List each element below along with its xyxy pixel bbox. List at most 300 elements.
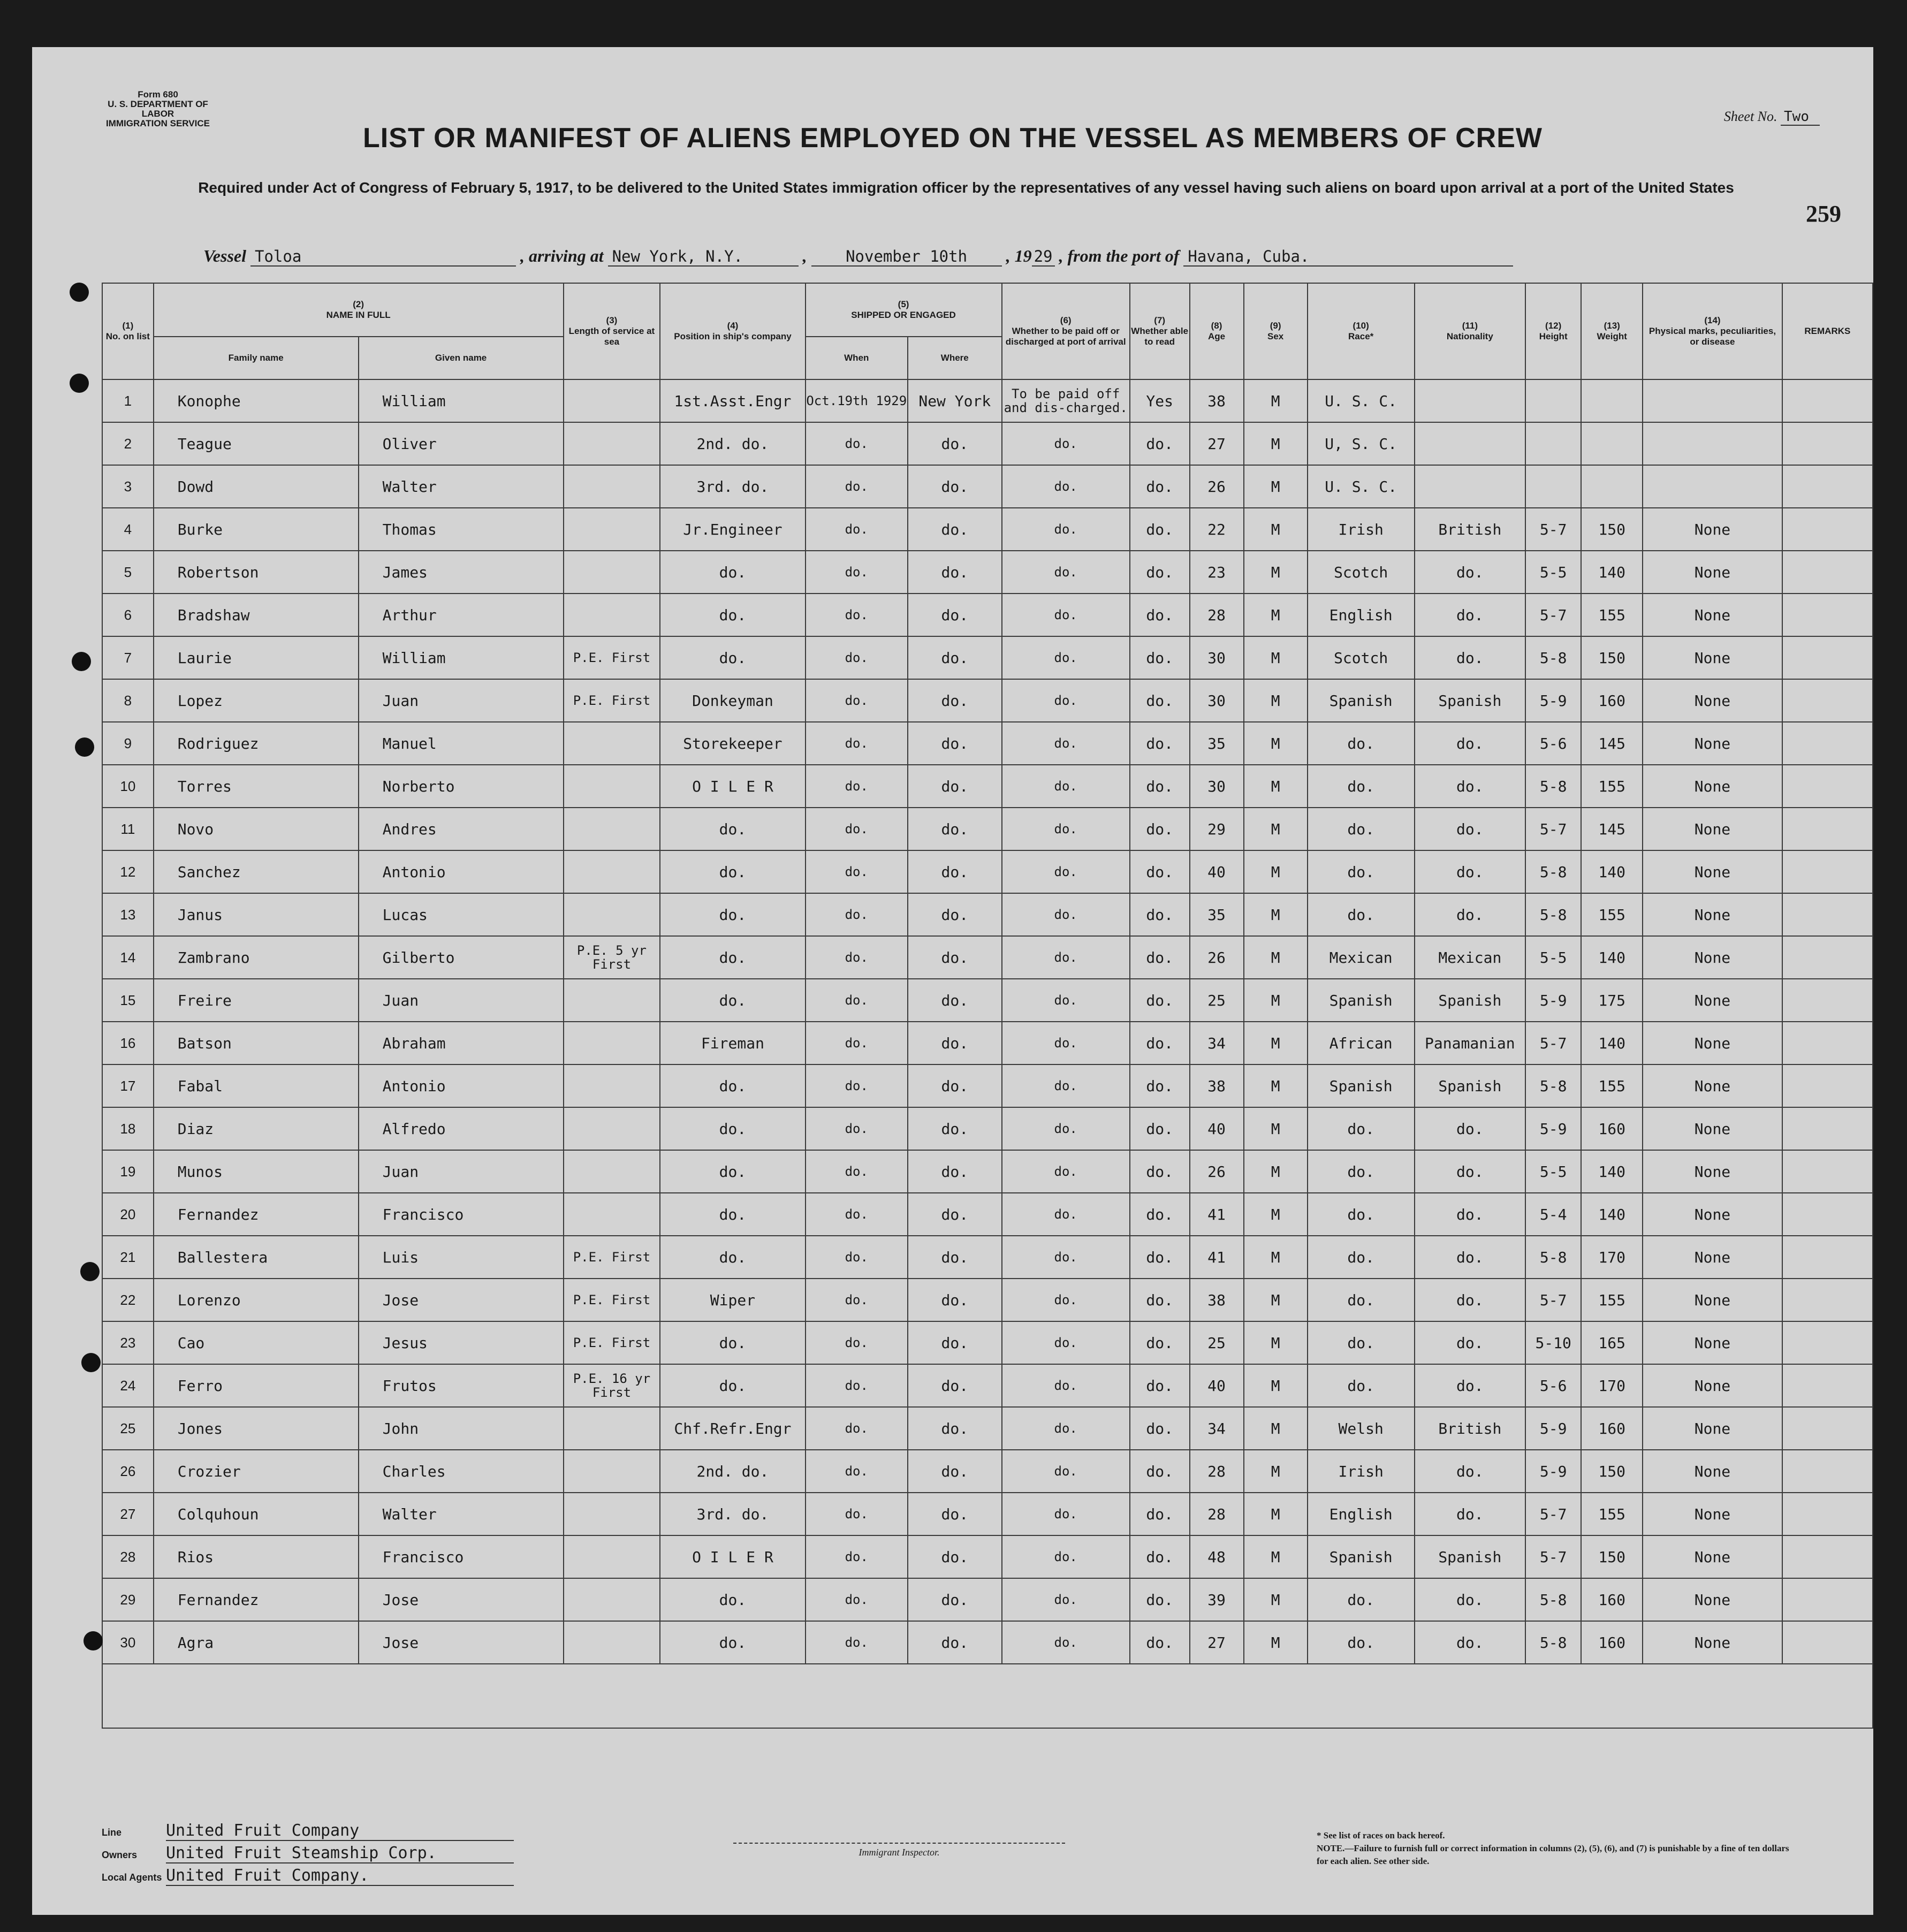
able-to-read: do.	[1130, 1022, 1190, 1064]
page-title: LIST OR MANIFEST OF ALIENS EMPLOYED ON THE VESSEL AS MEMBERS OF CREW	[363, 123, 1543, 154]
nationality: Spanish	[1415, 1535, 1525, 1578]
table-row	[102, 936, 1873, 979]
sex: M	[1244, 508, 1308, 551]
service-length: P.E. First	[564, 679, 660, 722]
position: do.	[660, 551, 805, 594]
given-name: Jesus	[359, 1321, 564, 1364]
nationality: do.	[1415, 1621, 1525, 1664]
given-name: Jose	[359, 1279, 564, 1321]
weight: 155	[1581, 765, 1643, 808]
age: 40	[1190, 1364, 1244, 1407]
footer-line: Line United Fruit Company	[102, 1821, 514, 1841]
able-to-read: do.	[1130, 1107, 1190, 1150]
service-length	[564, 1450, 660, 1493]
nationality	[1415, 465, 1525, 508]
sex: M	[1244, 979, 1308, 1022]
paid-off: do.	[1002, 508, 1130, 551]
shipped-when: do.	[806, 1321, 908, 1364]
physical-marks: None	[1643, 1022, 1782, 1064]
able-to-read: do.	[1130, 1364, 1190, 1407]
nationality: do.	[1415, 1193, 1525, 1236]
row-number: 2	[102, 422, 154, 465]
weight: 160	[1581, 1107, 1643, 1150]
year-suffix: 29	[1032, 247, 1055, 267]
able-to-read: do.	[1130, 1450, 1190, 1493]
footer-agents: Local Agents United Fruit Company.	[102, 1866, 514, 1886]
paid-off: do.	[1002, 679, 1130, 722]
able-to-read: do.	[1130, 1321, 1190, 1364]
sex: M	[1244, 1193, 1308, 1236]
shipped-where: do.	[908, 1150, 1002, 1193]
shipped-when: do.	[806, 1407, 908, 1450]
paid-off: do.	[1002, 465, 1130, 508]
row-number: 11	[102, 808, 154, 850]
col-marks: (14) Physical marks, peculiarities, or disease	[1643, 283, 1782, 379]
table-body	[102, 379, 1873, 1664]
given-name: Luis	[359, 1236, 564, 1279]
arriving-label: , arriving at	[520, 246, 604, 265]
race: Spanish	[1308, 1535, 1415, 1578]
form-service: IMMIGRATION SERVICE	[106, 118, 210, 128]
table-row	[102, 808, 1873, 850]
weight: 160	[1581, 679, 1643, 722]
position: Jr.Engineer	[660, 508, 805, 551]
given-name: Antonio	[359, 850, 564, 893]
remarks	[1782, 722, 1873, 765]
family-name: Agra	[154, 1621, 359, 1664]
nationality: Spanish	[1415, 679, 1525, 722]
paid-off: do.	[1002, 1150, 1130, 1193]
nationality: British	[1415, 508, 1525, 551]
sex: M	[1244, 1107, 1308, 1150]
shipped-when: do.	[806, 594, 908, 636]
sex: M	[1244, 936, 1308, 979]
able-to-read: Yes	[1130, 379, 1190, 422]
shipped-when: do.	[806, 679, 908, 722]
able-to-read: do.	[1130, 1621, 1190, 1664]
shipped-where: do.	[908, 465, 1002, 508]
shipped-when: do.	[806, 979, 908, 1022]
weight: 155	[1581, 1279, 1643, 1321]
height: 5-7	[1525, 1535, 1581, 1578]
footer-notes	[1317, 1829, 1798, 1868]
punch-hole	[72, 652, 91, 671]
paid-off: do.	[1002, 1193, 1130, 1236]
age: 38	[1190, 379, 1244, 422]
able-to-read: do.	[1130, 1578, 1190, 1621]
height: 5-7	[1525, 1279, 1581, 1321]
height	[1525, 465, 1581, 508]
shipped-where: do.	[908, 808, 1002, 850]
age: 38	[1190, 1279, 1244, 1321]
position: O I L E R	[660, 1535, 805, 1578]
row-number: 30	[102, 1621, 154, 1664]
position: do.	[660, 594, 805, 636]
shipped-where: do.	[908, 1022, 1002, 1064]
height: 5-5	[1525, 551, 1581, 594]
shipped-when: do.	[806, 465, 908, 508]
race: English	[1308, 1493, 1415, 1535]
sex: M	[1244, 808, 1308, 850]
punch-hole	[83, 1631, 103, 1650]
shipped-where: do.	[908, 1535, 1002, 1578]
age: 40	[1190, 1107, 1244, 1150]
height: 5-7	[1525, 594, 1581, 636]
weight: 155	[1581, 594, 1643, 636]
remarks	[1782, 1236, 1873, 1279]
row-number: 9	[102, 722, 154, 765]
shipped-where: do.	[908, 551, 1002, 594]
shipped-when: do.	[806, 1150, 908, 1193]
table-row	[102, 1064, 1873, 1107]
weight	[1581, 422, 1643, 465]
family-name: Teague	[154, 422, 359, 465]
race: Mexican	[1308, 936, 1415, 979]
given-name: Lucas	[359, 893, 564, 936]
shipped-when: do.	[806, 1535, 908, 1578]
position: Fireman	[660, 1022, 805, 1064]
race: U. S. C.	[1308, 465, 1415, 508]
form-department: U. S. DEPARTMENT OF LABOR	[108, 99, 208, 119]
table-row	[102, 636, 1873, 679]
height: 5-8	[1525, 1064, 1581, 1107]
paid-off: do.	[1002, 765, 1130, 808]
physical-marks: None	[1643, 765, 1782, 808]
family-name: Crozier	[154, 1450, 359, 1493]
remarks	[1782, 1279, 1873, 1321]
shipped-where: New York	[908, 379, 1002, 422]
age: 34	[1190, 1407, 1244, 1450]
given-name: Jose	[359, 1621, 564, 1664]
race-note: * See list of races on back hereof.	[1317, 1830, 1445, 1840]
sex: M	[1244, 1064, 1308, 1107]
physical-marks: None	[1643, 936, 1782, 979]
position: O I L E R	[660, 765, 805, 808]
family-name: Zambrano	[154, 936, 359, 979]
given-name: William	[359, 636, 564, 679]
physical-marks: None	[1643, 1364, 1782, 1407]
weight: 140	[1581, 1150, 1643, 1193]
weight: 150	[1581, 636, 1643, 679]
family-name: Ferro	[154, 1364, 359, 1407]
paid-off: do.	[1002, 1236, 1130, 1279]
service-length	[564, 465, 660, 508]
given-name: Walter	[359, 465, 564, 508]
position: Storekeeper	[660, 722, 805, 765]
table-row	[102, 379, 1873, 422]
given-name: Jose	[359, 1578, 564, 1621]
shipped-where: do.	[908, 1364, 1002, 1407]
position: 2nd. do.	[660, 422, 805, 465]
service-length	[564, 1578, 660, 1621]
age: 26	[1190, 1150, 1244, 1193]
family-name: Fernandez	[154, 1193, 359, 1236]
shipped-when: do.	[806, 1279, 908, 1321]
sex: M	[1244, 1407, 1308, 1450]
punch-hole	[70, 374, 89, 393]
remarks	[1782, 1535, 1873, 1578]
nationality: Spanish	[1415, 979, 1525, 1022]
sex: M	[1244, 1364, 1308, 1407]
paid-off: To be paid off and dis-charged.	[1002, 379, 1130, 422]
family-name: Burke	[154, 508, 359, 551]
sheet-value: Two	[1781, 109, 1820, 126]
vessel-name: Toloa	[250, 247, 516, 267]
remarks	[1782, 1193, 1873, 1236]
able-to-read: do.	[1130, 679, 1190, 722]
height	[1525, 422, 1581, 465]
given-name: Francisco	[359, 1535, 564, 1578]
paid-off: do.	[1002, 1022, 1130, 1064]
weight: 155	[1581, 893, 1643, 936]
family-name: Diaz	[154, 1107, 359, 1150]
race: do.	[1308, 850, 1415, 893]
paid-off: do.	[1002, 979, 1130, 1022]
race: English	[1308, 594, 1415, 636]
table-row	[102, 1407, 1873, 1450]
nationality	[1415, 422, 1525, 465]
row-number: 20	[102, 1193, 154, 1236]
race: do.	[1308, 1150, 1415, 1193]
age: 38	[1190, 1064, 1244, 1107]
punch-hole	[80, 1262, 100, 1281]
service-length	[564, 1107, 660, 1150]
paid-off: do.	[1002, 1535, 1130, 1578]
weight: 150	[1581, 1535, 1643, 1578]
nationality: do.	[1415, 1578, 1525, 1621]
col-where: Where	[908, 337, 1002, 379]
family-name: Torres	[154, 765, 359, 808]
race: do.	[1308, 1193, 1415, 1236]
race: do.	[1308, 893, 1415, 936]
race: Spanish	[1308, 1064, 1415, 1107]
form-number: Form 680	[138, 89, 178, 100]
nationality: do.	[1415, 1364, 1525, 1407]
paid-off: do.	[1002, 1064, 1130, 1107]
service-length	[564, 850, 660, 893]
able-to-read: do.	[1130, 1064, 1190, 1107]
able-to-read: do.	[1130, 850, 1190, 893]
service-length: P.E. 16 yr First	[564, 1364, 660, 1407]
given-name: Manuel	[359, 722, 564, 765]
shipped-when: do.	[806, 1493, 908, 1535]
table-row	[102, 1321, 1873, 1364]
family-name: Fabal	[154, 1064, 359, 1107]
manifest-sheet	[32, 47, 1873, 1915]
table-row	[102, 1535, 1873, 1578]
nationality: British	[1415, 1407, 1525, 1450]
col-nationality: (11) Nationality	[1415, 283, 1525, 379]
shipped-where: do.	[908, 1107, 1002, 1150]
position: do.	[660, 636, 805, 679]
nationality: do.	[1415, 765, 1525, 808]
service-length	[564, 1535, 660, 1578]
age: 26	[1190, 936, 1244, 979]
able-to-read: do.	[1130, 636, 1190, 679]
sex: M	[1244, 1621, 1308, 1664]
given-name: Alfredo	[359, 1107, 564, 1150]
race: Irish	[1308, 1450, 1415, 1493]
nationality: do.	[1415, 1493, 1525, 1535]
remarks	[1782, 1407, 1873, 1450]
race: Scotch	[1308, 551, 1415, 594]
remarks	[1782, 1064, 1873, 1107]
shipped-where: do.	[908, 1578, 1002, 1621]
table-row	[102, 1364, 1873, 1407]
family-name: Novo	[154, 808, 359, 850]
nationality: do.	[1415, 1450, 1525, 1493]
service-length: P.E. 5 yr First	[564, 936, 660, 979]
family-name: Cao	[154, 1321, 359, 1364]
family-name: Rios	[154, 1535, 359, 1578]
nationality: Spanish	[1415, 1064, 1525, 1107]
given-name: Norberto	[359, 765, 564, 808]
height: 5-8	[1525, 1236, 1581, 1279]
height: 5-7	[1525, 1493, 1581, 1535]
row-number: 14	[102, 936, 154, 979]
sex: M	[1244, 1578, 1308, 1621]
shipped-where: do.	[908, 636, 1002, 679]
position: do.	[660, 1578, 805, 1621]
col-remarks: REMARKS	[1782, 283, 1873, 379]
physical-marks: None	[1643, 1236, 1782, 1279]
position: Donkeyman	[660, 679, 805, 722]
row-number: 12	[102, 850, 154, 893]
race: U, S. C.	[1308, 422, 1415, 465]
col-when: When	[806, 337, 908, 379]
weight: 140	[1581, 1022, 1643, 1064]
table-header	[102, 283, 1873, 379]
age: 41	[1190, 1193, 1244, 1236]
age: 28	[1190, 1493, 1244, 1535]
shipped-where: do.	[908, 1493, 1002, 1535]
row-number: 19	[102, 1150, 154, 1193]
able-to-read: do.	[1130, 1150, 1190, 1193]
service-length	[564, 1493, 660, 1535]
col-name: (2) NAME IN FULL	[154, 283, 564, 337]
position: do.	[660, 1150, 805, 1193]
col-position: (4) Position in ship's company	[660, 283, 805, 379]
nationality: do.	[1415, 850, 1525, 893]
given-name: Oliver	[359, 422, 564, 465]
shipped-when: do.	[806, 1578, 908, 1621]
row-number: 7	[102, 636, 154, 679]
remarks	[1782, 679, 1873, 722]
position: do.	[660, 1064, 805, 1107]
paid-off: do.	[1002, 594, 1130, 636]
table-row	[102, 551, 1873, 594]
position: 3rd. do.	[660, 465, 805, 508]
shipped-where: do.	[908, 1279, 1002, 1321]
shipped-when: do.	[806, 1236, 908, 1279]
race: Irish	[1308, 508, 1415, 551]
family-name: Colquhoun	[154, 1493, 359, 1535]
nationality: do.	[1415, 636, 1525, 679]
sex: M	[1244, 765, 1308, 808]
able-to-read: do.	[1130, 765, 1190, 808]
row-number: 22	[102, 1279, 154, 1321]
race: do.	[1308, 1107, 1415, 1150]
race: do.	[1308, 1321, 1415, 1364]
shipped-when: do.	[806, 1022, 908, 1064]
remarks	[1782, 1022, 1873, 1064]
remarks	[1782, 422, 1873, 465]
physical-marks: None	[1643, 1407, 1782, 1450]
table-row	[102, 979, 1873, 1022]
age: 35	[1190, 722, 1244, 765]
age: 30	[1190, 765, 1244, 808]
family-name: Munos	[154, 1150, 359, 1193]
height: 5-7	[1525, 1022, 1581, 1064]
remarks	[1782, 1621, 1873, 1664]
col-service: (3) Length of service at sea	[564, 283, 660, 379]
shipped-when: do.	[806, 808, 908, 850]
physical-marks	[1643, 465, 1782, 508]
age: 27	[1190, 1621, 1244, 1664]
row-number: 8	[102, 679, 154, 722]
family-name: Laurie	[154, 636, 359, 679]
age: 22	[1190, 508, 1244, 551]
sex: M	[1244, 1150, 1308, 1193]
shipped-when: do.	[806, 893, 908, 936]
paid-off: do.	[1002, 422, 1130, 465]
height: 5-8	[1525, 850, 1581, 893]
paid-off: do.	[1002, 551, 1130, 594]
service-length	[564, 1150, 660, 1193]
crew-table	[102, 283, 1873, 1729]
weight: 150	[1581, 1450, 1643, 1493]
sex: M	[1244, 1321, 1308, 1364]
nationality	[1415, 379, 1525, 422]
table-row	[102, 765, 1873, 808]
remarks	[1782, 1493, 1873, 1535]
physical-marks: None	[1643, 979, 1782, 1022]
remarks	[1782, 594, 1873, 636]
service-length	[564, 1407, 660, 1450]
service-length	[564, 508, 660, 551]
shipped-when: do.	[806, 936, 908, 979]
able-to-read: do.	[1130, 1535, 1190, 1578]
remarks	[1782, 1321, 1873, 1364]
nationality: do.	[1415, 551, 1525, 594]
sex: M	[1244, 1236, 1308, 1279]
family-name: Janus	[154, 893, 359, 936]
row-number: 18	[102, 1107, 154, 1150]
position: do.	[660, 1236, 805, 1279]
col-paid: (6) Whether to be paid off or discharged at port of arrival	[1002, 283, 1130, 379]
able-to-read: do.	[1130, 893, 1190, 936]
able-to-read: do.	[1130, 1193, 1190, 1236]
physical-marks: None	[1643, 1535, 1782, 1578]
able-to-read: do.	[1130, 722, 1190, 765]
weight: 140	[1581, 936, 1643, 979]
service-length	[564, 1064, 660, 1107]
age: 41	[1190, 1236, 1244, 1279]
arrival-port: New York, N.Y.	[608, 247, 799, 267]
given-name: Francisco	[359, 1193, 564, 1236]
shipped-where: do.	[908, 850, 1002, 893]
nationality: do.	[1415, 594, 1525, 636]
physical-marks: None	[1643, 1621, 1782, 1664]
physical-marks: None	[1643, 1150, 1782, 1193]
shipped-when: do.	[806, 1064, 908, 1107]
vessel-label: Vessel	[203, 246, 246, 265]
remarks	[1782, 893, 1873, 936]
race: do.	[1308, 1236, 1415, 1279]
punch-hole	[75, 737, 94, 757]
able-to-read: do.	[1130, 594, 1190, 636]
col-read: (7) Whether able to read	[1130, 283, 1190, 379]
